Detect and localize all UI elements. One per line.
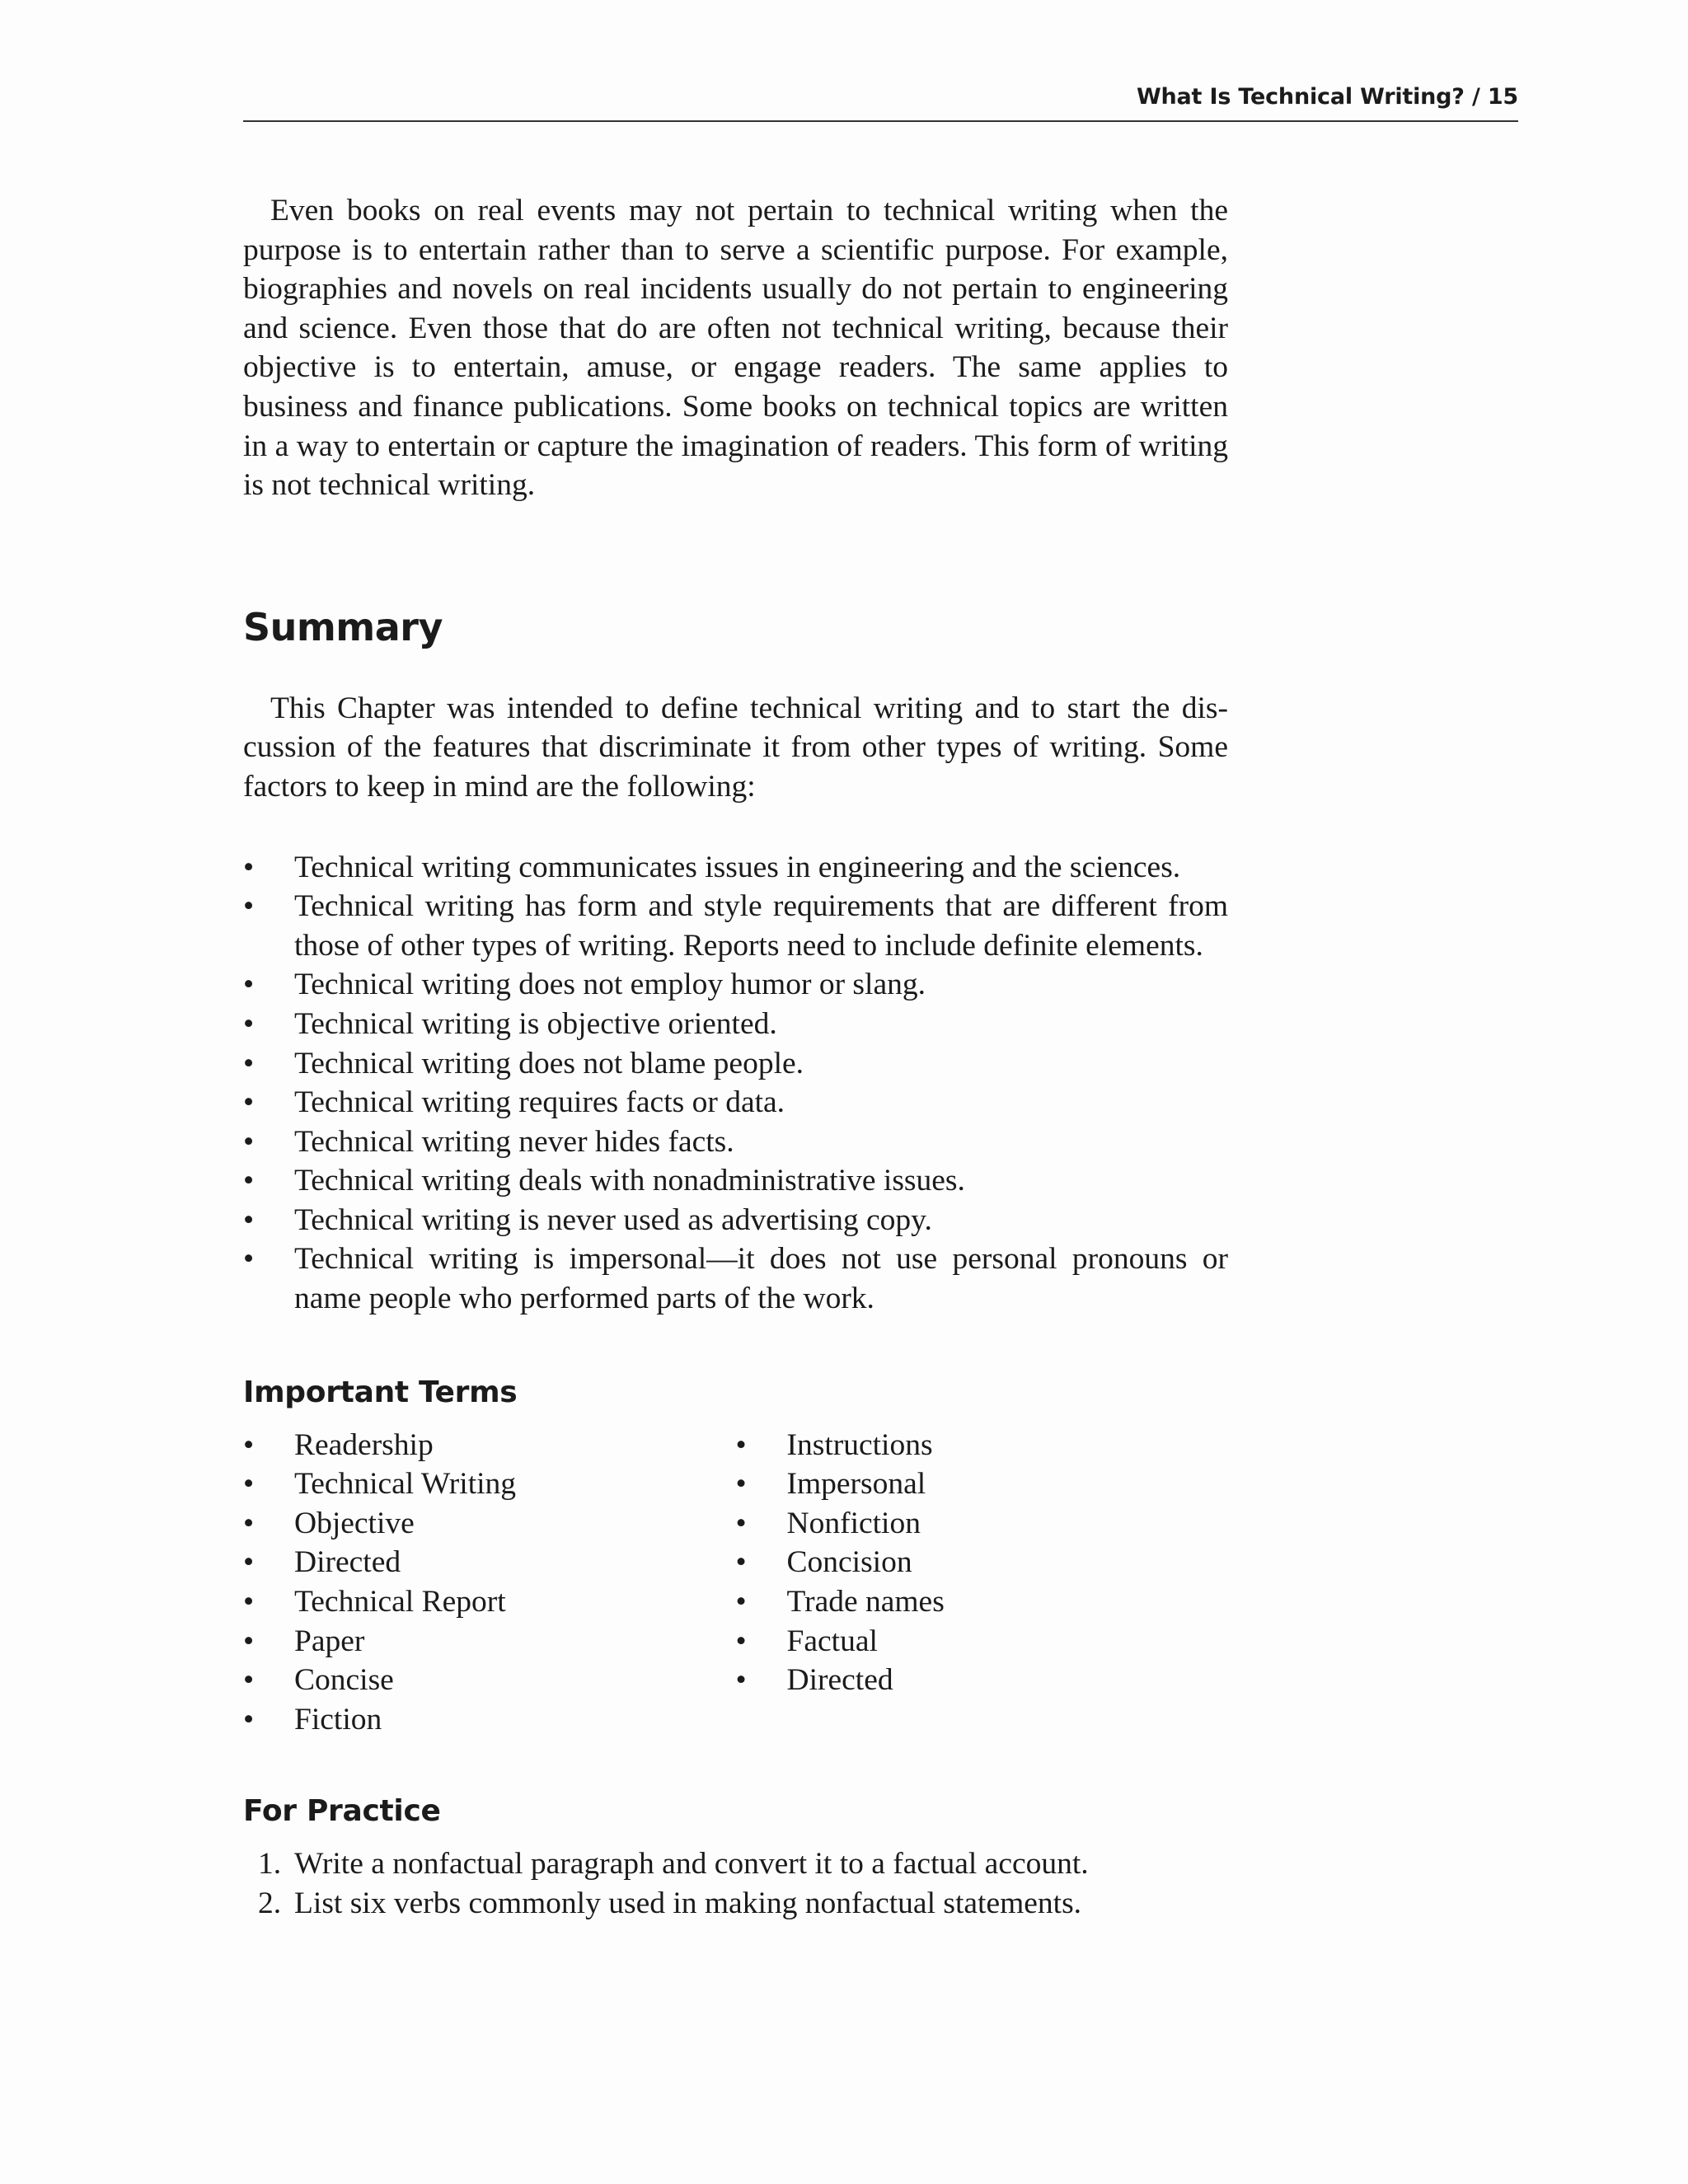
summary-point: • Technical writing has form and style requirements that are different from those of other types of writing. Reports need to include definite elements. bbox=[243, 887, 1228, 965]
summary-point: • Technical writing requires facts or data. bbox=[243, 1083, 1228, 1122]
summary-paragraph: This Chapter was intended to define technical writing and to start the discussion of the features that discriminate it from other types of writing. Some factors to keep in mind are the following: bbox=[243, 691, 1228, 804]
summary-point: • Technical writing does not blame people. bbox=[243, 1044, 1228, 1084]
page-body bbox=[243, 191, 1228, 1924]
summary-point: • Technical writing never hides facts. bbox=[243, 1122, 1228, 1162]
term-item: • Directed bbox=[243, 1543, 736, 1582]
summary-point: • Technical writing is objective oriented. bbox=[243, 1005, 1228, 1044]
practice-item bbox=[243, 1844, 1228, 1884]
term-item: • Objective bbox=[243, 1504, 736, 1544]
term-item: • Trade names bbox=[736, 1582, 1229, 1622]
term-item: • Directed bbox=[736, 1661, 1229, 1700]
term-item: • Impersonal bbox=[736, 1465, 1229, 1504]
important-terms-heading: Important Terms bbox=[243, 1375, 518, 1409]
term-item: • Factual bbox=[736, 1622, 1229, 1661]
practice-heading: For Practice bbox=[243, 1794, 441, 1829]
summary-points bbox=[243, 848, 1228, 1319]
practice-number: 1. bbox=[258, 1847, 282, 1882]
summary-point: • Technical writing deals with nonadministrative issues. bbox=[243, 1161, 1228, 1201]
running-head: What Is Technical Writing? / 15 bbox=[1136, 84, 1518, 110]
terms-right-column bbox=[736, 1426, 1229, 1740]
summary-point: • Technical writing communicates issues in engineering and the sciences. bbox=[243, 848, 1228, 888]
summary-heading: Summary bbox=[243, 604, 443, 649]
summary-point: • Technical writing does not employ humor or slang. bbox=[243, 965, 1228, 1005]
term-item: • Technical Writing bbox=[243, 1465, 736, 1504]
practice-text: Write a nonfactual paragraph and convert it to a factual account. bbox=[294, 1847, 1089, 1882]
practice-list bbox=[243, 1844, 1228, 1923]
term-item: • Instructions bbox=[736, 1426, 1229, 1465]
term-item: • Fiction bbox=[243, 1700, 736, 1740]
term-item: • Technical Report bbox=[243, 1582, 736, 1622]
terms-left-column bbox=[243, 1426, 736, 1740]
term-item: • Nonfiction bbox=[736, 1504, 1229, 1544]
summary-point: • Technical writing is impersonal—it does not use personal pronouns or name people who performed parts of the work. bbox=[243, 1240, 1228, 1318]
summary-point: • Technical writing is never used as advertising copy. bbox=[243, 1201, 1228, 1240]
intro-paragraph: Even books on real events may not pertain to technical writing when the purpose is to entertain rather than to serve a scientific purpose. For example, biographies and novels on real incidents usually do not pertain to engineering and science. Even those that do are often not technical writing, because their objective is to entertain, amuse, or engage readers. The same applies to business and finance publications. Some books on technical topics are written in a way to entertain or capture the imagination of readers. This form of writing is not technical writing. bbox=[243, 194, 1228, 503]
term-item: • Readership bbox=[243, 1426, 736, 1465]
practice-item bbox=[243, 1884, 1228, 1924]
important-terms-list bbox=[243, 1426, 1228, 1740]
practice-number: 2. bbox=[258, 1886, 282, 1920]
practice-text: List six verbs commonly used in making nonfactual statements. bbox=[294, 1886, 1082, 1920]
term-item: • Concision bbox=[736, 1543, 1229, 1582]
header-rule bbox=[243, 120, 1518, 122]
term-item: • Paper bbox=[243, 1622, 736, 1661]
term-item: • Concise bbox=[243, 1661, 736, 1700]
